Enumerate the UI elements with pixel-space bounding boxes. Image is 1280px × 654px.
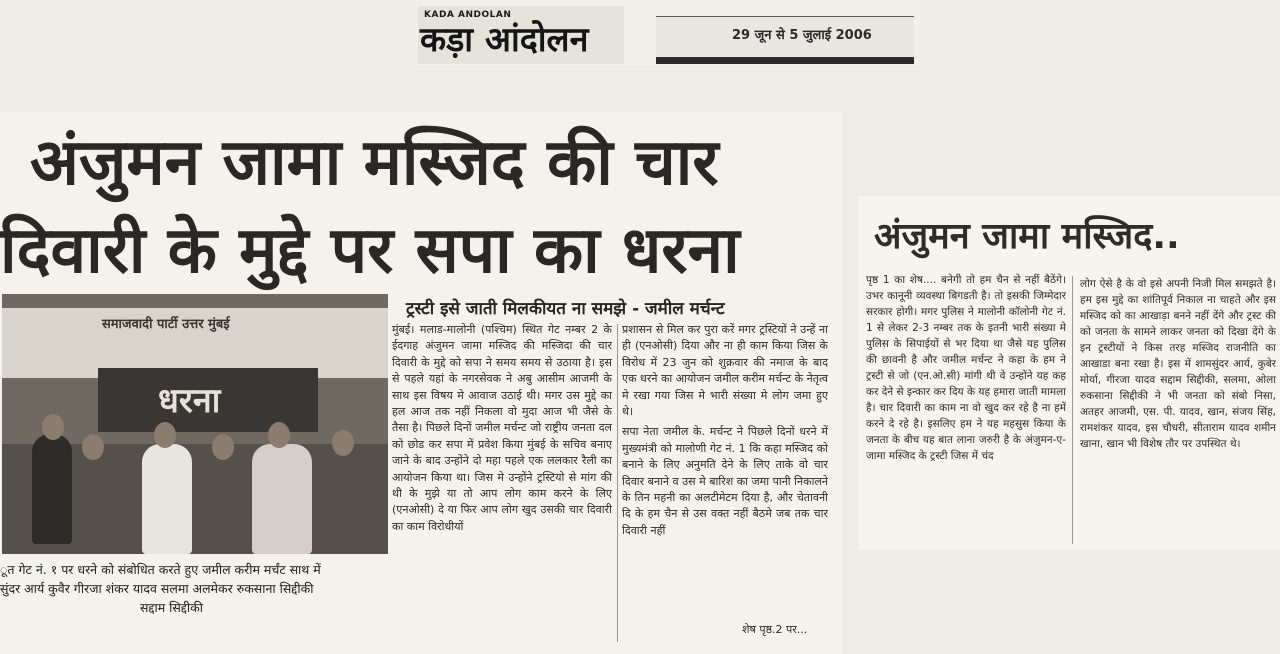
photo-face	[154, 422, 176, 448]
continuation-column-2	[1080, 276, 1276, 544]
photo-person	[252, 444, 312, 554]
newspaper-masthead	[418, 6, 624, 64]
photo-face	[212, 434, 234, 460]
column-divider	[1072, 276, 1073, 544]
caption-line: सुंदर आर्य कुवैर गीरजा शंकर यादव सलमा अलमेकर रुकसाना सिद्दीकी	[0, 581, 314, 596]
headline-line-2: दिवारी के मुद्दे पर सपा का धरना	[0, 214, 740, 288]
photo-face	[42, 414, 64, 440]
photo-face	[82, 434, 104, 460]
photo-face	[332, 430, 354, 456]
photo-face	[268, 422, 290, 448]
photo-person	[142, 444, 192, 554]
caption-line: सद्दाम सिद्दीकी	[140, 600, 203, 615]
sub-headline: ट्रस्टी इसे जाती मिलकीयत ना समझे - जमील मर्चन्ट	[406, 299, 725, 319]
article-column-2	[622, 322, 828, 620]
continuation-column-1	[866, 272, 1066, 544]
photo-banner-dark	[98, 368, 318, 432]
news-photo	[2, 294, 388, 554]
caption-line: ूत गेट नं. १ पर धरने को संबोधित करते हुए जमील करीम मर्चंट साथ में	[0, 562, 321, 577]
continued-note: शेष पृष्ठ.2 पर...	[742, 623, 808, 636]
banner-event-text: धरना	[158, 381, 221, 421]
article-paragraph: लोग ऐसे है के वो इसे अपनी निजी मिल समझते है। हम इस मुद्दे का शांतिपूर्व निकाल ना चाहते और इस मस्जिद को का आखाड़ा बनने नहीं देंगे और ट्रस्ट की को जनता के सामने लाकर जनता को दिखा देंगे के इन ट्रस्टीयों ने किस तरह मस्जिद राजनीति का आखाडा बना रखा है। इस में शामसुंदर आर्य, कुबेर मोर्या, गीरजा यादव सद्दाम सिद्दीकी, सलमा, ओला रुकसाना सिद्दीकी ने भी जनता को संबो निसा, अतहर आजमी, एस. पी. यादव, खान, संजय सिंह, रामशंकर यादव, इस चौधरी, सीताराम यादव शमीन खाना, खान भी विशेष तौर पर उपस्थित थे।	[1080, 278, 1276, 450]
headline-line-1: अंजुमन जामा मस्जिद की चार	[30, 126, 719, 200]
article-paragraph: पृष्ठ 1 का शेष.... बनेगी तो हम चैन से नहीं बैठेंगे। उभर कानूनी व्यवस्था बिगडती है। तो इसकी जिम्मेदार सरकार होगी। मगर पुलिस ने मालोनी कॉलोनी गेट नं. 1 से लेकर 2-3 नम्बर तक के इतनी भारी संख्या मे पुलिस के सिपाईयों से भर दिया था जैसे यह पुलिस की छावनी है और जमील मर्चन्ट ने कहा के हम ने ट्रस्टी से जो (एन.ओ.सी) मांगी थी वे उन्होंने यह कह कर देने से इन्कार कर दिय के यह हमारा जाती मामला है। चार दिवारी का काम ना वो खुद कर रहे है ना हमें करने दे रहे है। इसलिए हम ने यह महसुस किया के जनता के बीच यह बात लाना जरुरी है के अंजुमन-ए-जामा मस्जिद के ट्रस्टी जिस में चंद	[866, 274, 1066, 462]
masthead-latin: KADA ANDOLAN	[424, 10, 512, 20]
masthead-devanagari: कड़ा आंदोलन	[420, 20, 589, 60]
article-paragraph: सपा नेता जमील के. मर्चन्ट ने पिछले दिनों धरने में मुख्यमंत्री को मालोणी गेट नं. 1 कि कहा मस्जिद को बनाने के लिए अनुमति देने के लिए ताके वो चार दिवार बनाने व उस मे बारिश का जमा पानी निकालने के तिन महनी का अलटीमेटम दिया है, और चेतावनी दि के हम चैन से उस वक्त नहीं बैठमे जब तक चार दिवारी नहीं	[622, 425, 828, 537]
column-divider	[617, 324, 618, 642]
photo-caption	[0, 560, 386, 617]
article-column-1	[392, 322, 612, 642]
banner-party-text: समाजवादी पार्टी उत्तर मुंबई	[102, 317, 230, 332]
article-paragraph: मुंबई। मलाड-मालोनी (पश्चिम) स्थित गेट नम्बर 2 के ईदगाह अंजुमन जामा मस्जिद की मस्जिदा की चार दिवारी के मुद्दे को सपा ने समय समय से उठाया है। इस से पहले यहां के नगरसेवक ने अबु आसीम आजमी के साथ इस विषय मे आवाज उठाई थी। मगर उस मुद्दे का हल आज तक नहीं निकला वो मुदा आज भी जैसे के तैसा है। पिछले दिनों जमील मर्चन्ट जो राष्ट्रीय जनता दल को छोड कर सपा में प्रवेश किया मुंबई के सचिव बनाए जाने के बाद उन्होंने दो महा पहले एक ललकार रैली का आयोजन किया था। जिस मे उन्होंने ट्रस्टियो से मांग की थी के मुझे या तो आप लोग काम करने के लिए (एनओसी) दे या फिर आप लोग खुद उसकी चार दिवारी का काम विरोधीयों	[392, 323, 612, 533]
issue-date: 29 जून से 5 जुलाई 2006	[732, 28, 872, 43]
photo-person	[32, 434, 72, 544]
continuation-headline: अंजुमन जामा मस्जिद..	[874, 216, 1180, 257]
date-strip	[656, 16, 914, 64]
article-paragraph: प्रशासन से मिल कर पुरा करें मगर ट्रस्टियों ने उन्हें ना ही (एनओसी) दिया और ना ही काम किया जिस के विरोध में 23 जुन को शुक्रवार की नमाज के बाद एक धरने का आयोजन जमील करीम मर्चन्ट के नेतृत्व मे रखा गया जिस मे भारी संख्या मे लोग जमा हुए थे।	[622, 323, 828, 419]
